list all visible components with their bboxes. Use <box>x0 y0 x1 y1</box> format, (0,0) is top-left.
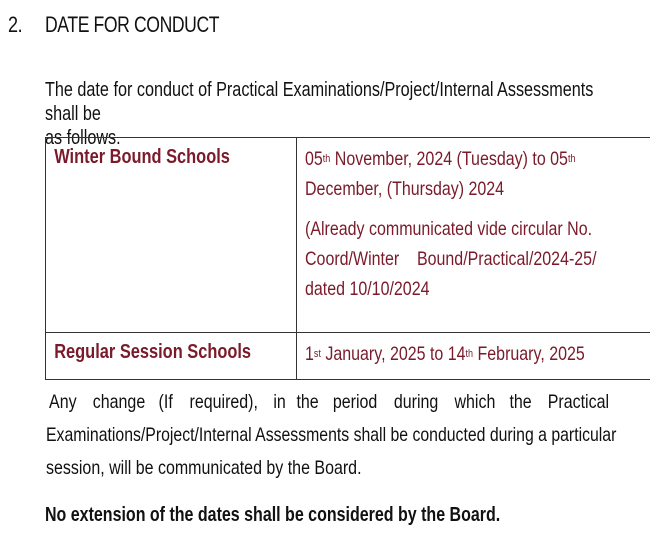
word: the <box>296 391 319 413</box>
winter-date-line-1: 05th November, 2024 (Tuesday) to 05th <box>305 148 576 170</box>
regular-date-line: 1st January, 2025 to 14th February, 2025 <box>305 343 585 365</box>
winter-date-line-2: December, (Thursday) 2024 <box>305 178 505 200</box>
section-number: 2. <box>8 12 23 37</box>
word: change <box>92 391 145 413</box>
word: Any <box>49 391 77 413</box>
word: which <box>454 391 496 413</box>
word: Practical <box>547 391 610 413</box>
change-note-paragraph <box>46 386 616 485</box>
word: during <box>394 391 439 413</box>
word: in <box>273 391 286 413</box>
schedule-table <box>45 137 650 380</box>
word: period <box>333 391 378 413</box>
table-row-winter <box>46 138 650 333</box>
regular-session-label: Regular Session Schools <box>54 341 252 363</box>
winter-note-line-3: dated 10/10/2024 <box>305 278 430 300</box>
section-title: DATE FOR CONDUCT <box>45 12 220 37</box>
table-row-regular <box>46 333 650 380</box>
winter-bound-label: Winter Bound Schools <box>54 146 230 168</box>
table-cell-label <box>46 333 297 380</box>
winter-note-line-1: (Already communicated vide circular No. <box>305 218 593 240</box>
table-cell-dates <box>297 138 650 333</box>
word: (If <box>158 391 174 413</box>
no-extension-note: No extension of the dates shall be considered by the Board. <box>45 504 501 526</box>
change-note-line-1 <box>46 386 616 419</box>
winter-note-line-2: Coord/Winter Bound/Practical/2024-25/ <box>305 248 597 270</box>
word: the <box>509 391 532 413</box>
intro-line-1: The date for conduct of Practical Examinations/Project/Internal Assessments shall be <box>45 79 594 125</box>
change-note-line-3: session, will be communicated by the Board. <box>46 457 362 479</box>
word: required), <box>189 391 258 413</box>
table-cell-dates <box>297 333 650 380</box>
change-note-line-2: Examinations/Project/Internal Assessments shall be conducted during a particular <box>46 424 617 446</box>
intro-line-2: as follows. <box>45 127 121 149</box>
table-cell-label <box>46 138 297 333</box>
